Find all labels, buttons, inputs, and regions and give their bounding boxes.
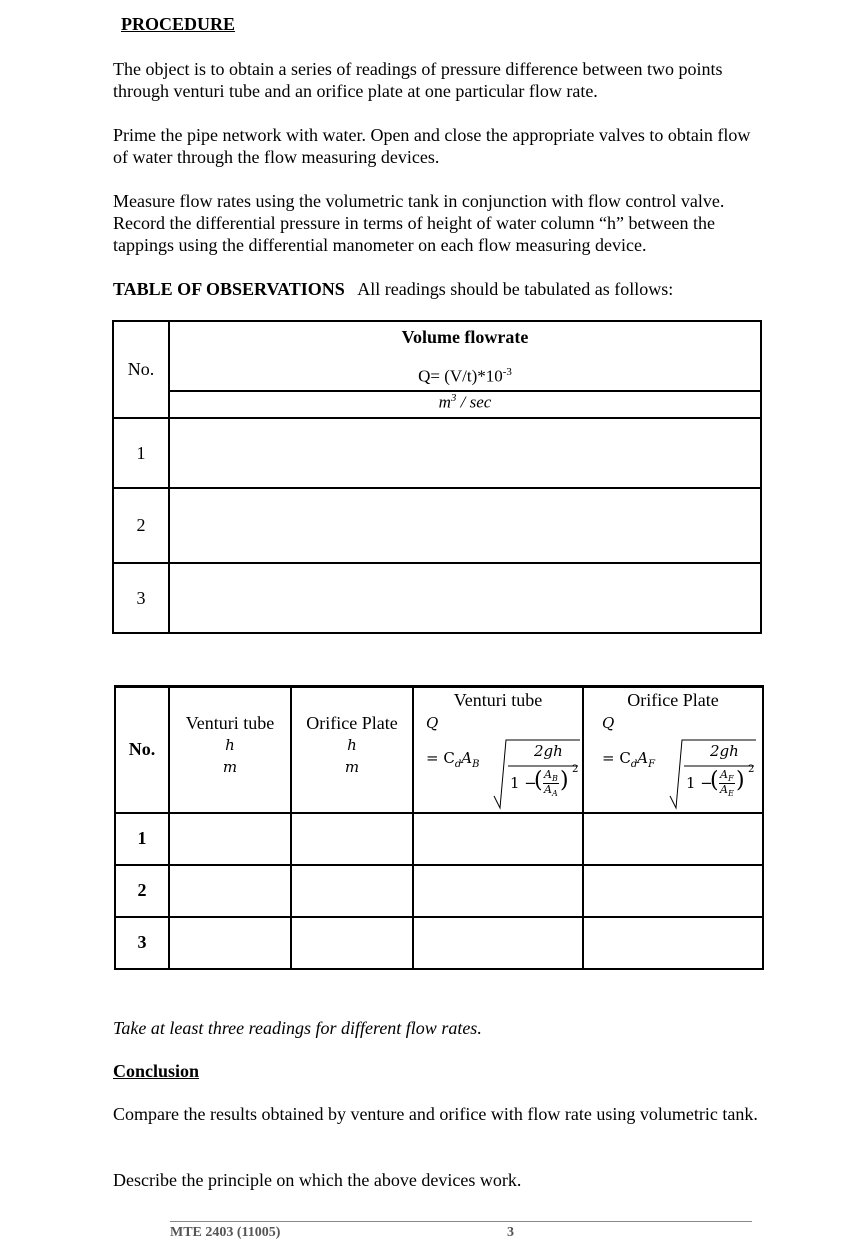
procedure-paragraph-3: Measure flow rates using the volumetric tank in conjunction with flow control valve. Record the differential pressure in terms of height of water column “h” between the tappings using the differential manometer on each flow measuring device. [113, 191, 725, 255]
footer-course-code: MTE 2403 (11005) [170, 1225, 281, 1240]
table2-cell[interactable] [169, 917, 291, 969]
volume-flowrate-table [112, 320, 762, 634]
table2-cell[interactable] [413, 917, 583, 969]
conclusion-paragraph-2: Describe the principle on which the above devices work. [113, 1170, 522, 1190]
table2-venturi-h-header: Venturi tube h m [169, 687, 291, 813]
table2-orifice-h-header: Orifice Plate h m [291, 687, 413, 813]
footer-rule [170, 1221, 752, 1222]
table1-no-header: No. [113, 321, 169, 418]
table2-cell[interactable] [583, 865, 763, 917]
table1-formula: $Q= (V/t)*10^{-3}$ [418, 366, 512, 386]
table2-row-number: 3 [115, 917, 169, 969]
observations-line [113, 278, 763, 300]
table2-cell[interactable] [583, 813, 763, 865]
take-readings-note: Take at least three readings for different flow rates. [113, 1018, 482, 1038]
table2-row-number: 2 [115, 865, 169, 917]
table2-cell[interactable] [291, 865, 413, 917]
procedure-heading: PROCEDURE [121, 14, 236, 34]
footer-page-number: 3 [507, 1225, 514, 1240]
flow-measurement-table [114, 685, 764, 970]
table2-cell[interactable] [169, 813, 291, 865]
table1-cell[interactable] [169, 563, 761, 633]
table1-unit: $m^3$ / sec [169, 391, 761, 418]
table2-venturi-q-header: Venturi tube Q = $C_dA_B$ 2gh 1 − ( $A_B$ $A_A$ ) 2 [413, 687, 583, 813]
table2-cell[interactable] [291, 917, 413, 969]
conclusion-heading: Conclusion [113, 1061, 200, 1081]
procedure-paragraph-1: The object is to obtain a series of readings of pressure difference between two points through venturi tube and an orifice plate at one particular flow rate. [113, 59, 723, 101]
table1-row-number: 1 [113, 418, 169, 488]
table1-col-title: Volume flowrate [401, 327, 529, 347]
table2-cell[interactable] [413, 865, 583, 917]
table1-cell[interactable] [169, 488, 761, 563]
table2-cell[interactable] [169, 865, 291, 917]
observations-heading: TABLE OF OBSERVATIONS [113, 279, 345, 299]
table2-row-number: 1 [115, 813, 169, 865]
table-row [113, 563, 761, 633]
table2-cell[interactable] [583, 917, 763, 969]
procedure-paragraph-2: Prime the pipe network with water. Open and close the appropriate valves to obtain flow of water through the flow measuring devices. [113, 125, 751, 167]
table2-orifice-q-header: Orifice Plate Q = $C_dA_F$ 2gh 1 − ( $A_F$ $A_E$ ) 2 [583, 687, 763, 813]
table2-cell[interactable] [291, 813, 413, 865]
table2-no-header: No. [115, 687, 169, 813]
table1-row-number: 3 [113, 563, 169, 633]
table-row [113, 418, 761, 488]
table-row [115, 865, 763, 917]
table-row [115, 813, 763, 865]
table1-cell[interactable] [169, 418, 761, 488]
observations-note: All readings should be tabulated as follows: [357, 279, 674, 299]
table-row [115, 917, 763, 969]
table1-flowrate-header [169, 321, 761, 391]
table1-row-number: 2 [113, 488, 169, 563]
table-row [113, 488, 761, 563]
table2-cell[interactable] [413, 813, 583, 865]
conclusion-paragraph-1: Compare the results obtained by venture and orifice with flow rate using volumetric tank. [113, 1104, 758, 1124]
